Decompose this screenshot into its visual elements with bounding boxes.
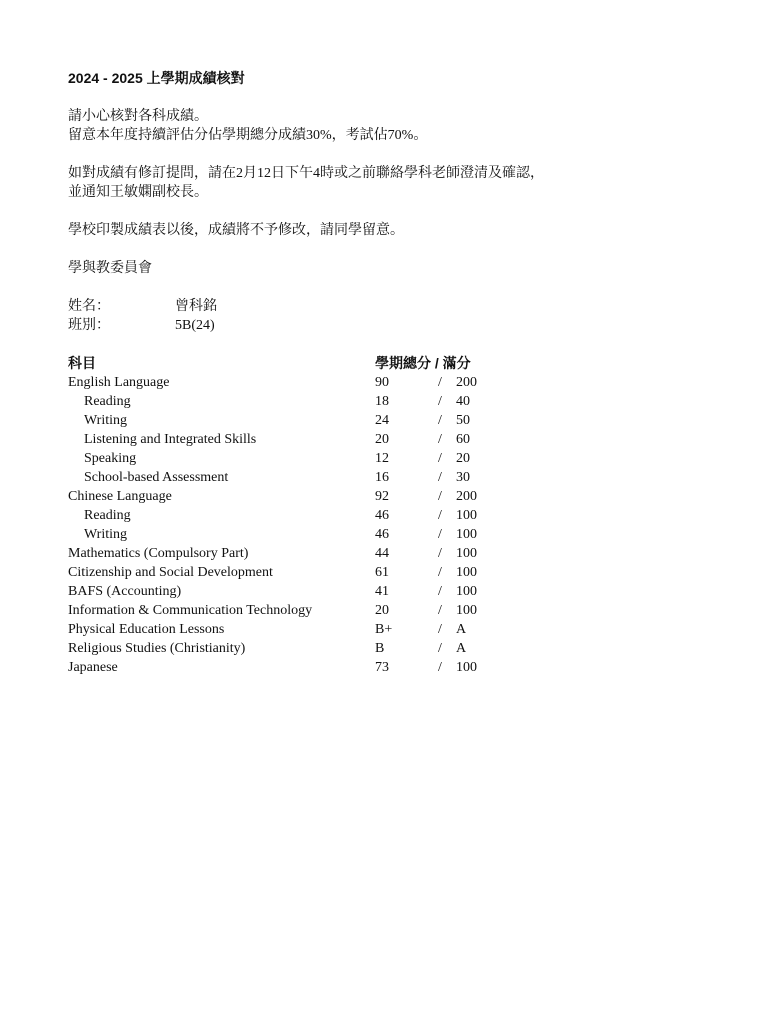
table-header [68, 354, 708, 373]
student-info [68, 297, 708, 335]
table-row [68, 525, 708, 544]
table-row [68, 544, 708, 563]
subject-score: 90 [375, 375, 389, 390]
subject-name: Physical Education Lessons [68, 622, 225, 637]
score-separator: / [438, 508, 442, 523]
table-row [68, 563, 708, 582]
score-separator: / [438, 641, 442, 656]
notice-line: 留意本年度持續評估分佔學期總分成績30%，考試佔70%。 [68, 128, 428, 143]
full-mark: 100 [456, 565, 477, 580]
table-body [68, 373, 708, 677]
subject-score: 41 [375, 584, 389, 599]
score-separator: / [438, 565, 442, 580]
score-separator: / [438, 584, 442, 599]
score-separator: / [438, 622, 442, 637]
full-mark: 60 [456, 432, 470, 447]
committee-signature [68, 259, 708, 278]
table-row [68, 582, 708, 601]
student-name-label: 姓名： [68, 299, 110, 314]
score-separator: / [438, 527, 442, 542]
score-separator: / [438, 432, 442, 447]
table-row [68, 411, 708, 430]
subject-score: 20 [375, 603, 389, 618]
table-row [68, 639, 708, 658]
full-mark: 50 [456, 413, 470, 428]
student-class-row [68, 316, 708, 335]
notice-line: 並通知王敏嫻副校長。 [68, 185, 208, 200]
subject-name: Reading [84, 508, 131, 523]
table-row [68, 430, 708, 449]
notice-paragraph-2 [68, 164, 708, 202]
score-separator: / [438, 451, 442, 466]
notice-paragraph-1 [68, 107, 708, 145]
subject-name: Mathematics (Compulsory Part) [68, 546, 249, 561]
results-table [68, 354, 708, 677]
notice-line: 學校印製成績表以後，成績將不予修改，請同學留意。 [68, 223, 404, 238]
full-mark: 40 [456, 394, 470, 409]
full-mark: 100 [456, 527, 477, 542]
subject-score: 73 [375, 660, 389, 675]
full-mark: 20 [456, 451, 470, 466]
results-document [68, 69, 708, 677]
table-row [68, 601, 708, 620]
score-separator: / [438, 375, 442, 390]
subject-score: B+ [375, 622, 393, 637]
subject-score: 12 [375, 451, 389, 466]
score-separator: / [438, 489, 442, 504]
full-mark: 100 [456, 546, 477, 561]
subject-score: 61 [375, 565, 389, 580]
score-separator: / [438, 413, 442, 428]
full-mark: 200 [456, 489, 477, 504]
subject-score: 24 [375, 413, 389, 428]
subject-name: Writing [84, 527, 127, 542]
document-title: 2024 - 2025 上學期成績核對 [68, 70, 245, 86]
table-row [68, 487, 708, 506]
subject-score: 46 [375, 508, 389, 523]
subject-score: 92 [375, 489, 389, 504]
subject-score: 46 [375, 527, 389, 542]
student-name-value: 曾科銘 [175, 299, 217, 314]
subject-name: School-based Assessment [84, 470, 229, 485]
table-row [68, 392, 708, 411]
subject-name: Citizenship and Social Development [68, 565, 273, 580]
subject-score: B [375, 641, 385, 656]
header-score: 學期總分 / 滿分 [375, 355, 471, 371]
subject-name: Reading [84, 394, 131, 409]
full-mark: A [456, 622, 467, 637]
subject-score: 16 [375, 470, 389, 485]
committee-name: 學與教委員會 [68, 261, 152, 276]
subject-score: 20 [375, 432, 389, 447]
subject-name: Writing [84, 413, 127, 428]
student-class-value: 5B(24) [175, 318, 215, 333]
subject-score: 18 [375, 394, 389, 409]
score-separator: / [438, 546, 442, 561]
full-mark: 100 [456, 603, 477, 618]
subject-name: Listening and Integrated Skills [84, 432, 257, 447]
notice-line: 如對成績有修訂提問，請在2月12日下午4時或之前聯絡學科老師澄清及確認， [68, 166, 544, 181]
notice-paragraph-3 [68, 221, 708, 240]
score-separator: / [438, 394, 442, 409]
full-mark: 100 [456, 660, 477, 675]
student-name-row [68, 297, 708, 316]
subject-name: Religious Studies (Christianity) [68, 641, 246, 656]
score-separator: / [438, 660, 442, 675]
subject-score: 44 [375, 546, 389, 561]
subject-name: Speaking [84, 451, 137, 466]
score-separator: / [438, 470, 442, 485]
full-mark: 100 [456, 508, 477, 523]
header-subject: 科目 [68, 355, 96, 371]
table-row [68, 620, 708, 639]
full-mark: 30 [456, 470, 470, 485]
subject-name: Japanese [68, 660, 118, 675]
subject-name: Chinese Language [68, 489, 172, 504]
table-row [68, 506, 708, 525]
subject-name: Information & Communication Technology [68, 603, 313, 618]
table-row [68, 658, 708, 677]
student-class-label: 班別： [68, 318, 110, 333]
full-mark: 200 [456, 375, 477, 390]
table-row [68, 373, 708, 392]
full-mark: 100 [456, 584, 477, 599]
table-row [68, 468, 708, 487]
subject-name: English Language [68, 375, 170, 390]
score-separator: / [438, 603, 442, 618]
notice-line: 請小心核對各科成績。 [68, 109, 208, 124]
subject-name: BAFS (Accounting) [68, 584, 182, 599]
table-row [68, 449, 708, 468]
full-mark: A [456, 641, 467, 656]
